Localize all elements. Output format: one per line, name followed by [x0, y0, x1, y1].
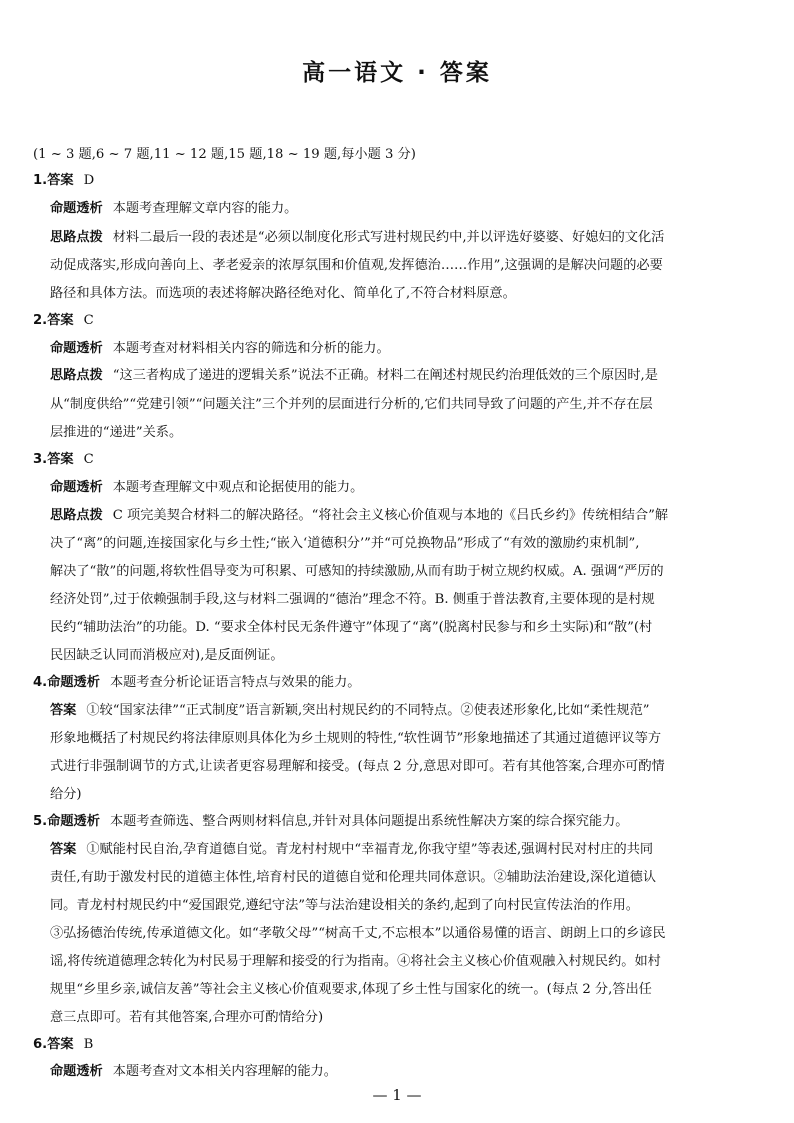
answer-text: ①较“国家法律”“正式制度”语言新颖,突出村规民约的不同特点。②使表述形象化,比如“柔性规范” — [86, 703, 650, 718]
q3-hint-line: 经济处罚”,过于依赖强制手段,这与材料二强调的“德治”理念不符。B. 侧重于普法教育,主要体现的是村规 — [50, 592, 655, 607]
answer-value: C — [83, 452, 94, 467]
score-note: (1 ~ 3 题,6 ~ 7 题,11 ~ 12 题,15 题,18 ~ 19 题,每小题 3 分) — [33, 147, 416, 162]
q4-answer-line: 给分) — [50, 787, 82, 802]
q6-answer-row — [33, 1036, 93, 1054]
q4-answer-line: 式进行非强制调节的方式,让读者更容易理解和接受。(每点 2 分,意思对即可。若有其他答案,合理亦可酌情 — [50, 759, 665, 774]
analysis-text: 本题考查理解文中观点和论据使用的能力。 — [112, 480, 364, 495]
question-number: 3. — [33, 452, 48, 467]
question-number: 6. — [33, 1037, 48, 1052]
hint-text: 材料二最后一段的表述是“必须以制度化形式写进村规民约中,并以评选好婆婆、好媳妇的文化活 — [112, 230, 665, 245]
analysis-text: 本题考查理解文章内容的能力。 — [112, 201, 298, 216]
q2-hint-line — [50, 367, 658, 385]
answer-label: 答案 — [47, 452, 74, 467]
answer-label: 答案 — [50, 842, 77, 857]
answer-label: 答案 — [47, 1037, 74, 1052]
q3-hint-line — [50, 507, 668, 525]
page-number: — 1 — — [372, 1086, 422, 1104]
hint-label: 思路点拨 — [50, 508, 103, 523]
q3-analysis-row — [50, 479, 363, 497]
analysis-text: 本题考查筛选、整合两则材料信息,并针对具体问题提出系统性解决方案的综合探究能力。 — [109, 814, 629, 829]
q5-answer-line: 意三点即可。若有其他答案,合理亦可酌情给分) — [50, 1010, 324, 1025]
q2-answer-row — [33, 312, 94, 330]
question-number: 4. — [33, 675, 48, 690]
q4-answer-line — [50, 702, 650, 720]
answer-label: 答案 — [47, 173, 74, 188]
q5-answer-line: ③弘扬德治传统,传承道德文化。如“孝敬父母”“树高千丈,不忘根本”以通俗易懂的语言、朗朗上口的乡谚民 — [50, 926, 666, 941]
q1-hint-line: 动促成落实,形成向善向上、孝老爱亲的浓厚氛围和价值观,发挥德治……作用”,这强调的是解决问题的必要 — [50, 258, 663, 273]
analysis-label: 命题透析 — [50, 341, 103, 356]
question-number: 2. — [33, 313, 48, 328]
q6-analysis-row — [50, 1063, 337, 1081]
q2-analysis-row — [50, 340, 390, 358]
q5-answer-line: 谣,将传统道德理念转化为村民易于理解和接受的行为指南。④将社会主义核心价值观融入村规民约。如村 — [50, 954, 661, 969]
q5-analysis-row — [33, 813, 628, 831]
q2-hint-line: 层推进的“递进”关系。 — [50, 425, 183, 440]
q5-answer-line — [50, 841, 653, 859]
analysis-label: 命题透析 — [47, 814, 100, 829]
q3-hint-line: 决了“离”的问题,连接国家化与乡土性;“嵌入‘道德积分’”并“可兑换物品”形成了“有效的激励约束机制”, — [50, 536, 640, 551]
analysis-label: 命题透析 — [47, 675, 100, 690]
analysis-label: 命题透析 — [50, 480, 103, 495]
q3-answer-row — [33, 451, 94, 469]
q4-analysis-row — [33, 674, 361, 692]
answer-label: 答案 — [47, 313, 74, 328]
q5-answer-line: 同。青龙村村规民约中“爱国跟党,遵纪守法”等与法治建设相关的条约,起到了向村民宣传法治的作用。 — [50, 898, 639, 913]
question-number: 1. — [33, 173, 48, 188]
page-title: 高一语文 · 答案 — [302, 60, 492, 86]
hint-label: 思路点拨 — [50, 230, 103, 245]
analysis-label: 命题透析 — [50, 201, 103, 216]
answer-text: ①赋能村民自治,孕育道德自觉。青龙村村规中“幸福青龙,你我守望”等表述,强调村民对村庄的共同 — [86, 842, 654, 857]
q4-answer-line: 形象地概括了村规民约将法律原则具体化为乡土规则的特性,“软性调节”形象地描述了其通过道德评议等方 — [50, 731, 662, 746]
q5-answer-line: 规里“乡里乡亲,诚信友善”等社会主义核心价值观要求,体现了乡土性与国家化的统一。(每点 2 分,答出任 — [50, 982, 652, 997]
q2-hint-line: 从“制度供给”“党建引领”“问题关注”三个并列的层面进行分析的,它们共同导致了问题的产生,并不存在层 — [50, 397, 653, 412]
q3-hint-line: 民因缺乏认同而消极应对),是反面例证。 — [50, 648, 284, 663]
hint-text: C 项完美契合材料二的解决路径。“将社会主义核心价值观与本地的《吕氏乡约》传统相结合”解 — [112, 508, 669, 523]
q1-hint-line — [50, 229, 664, 247]
analysis-text: 本题考查对文本相关内容理解的能力。 — [112, 1064, 337, 1079]
q1-hint-line: 路径和具体方法。而选项的表述将解决路径绝对化、简单化了,不符合材料原意。 — [50, 286, 516, 301]
analysis-label: 命题透析 — [50, 1064, 103, 1079]
analysis-text: 本题考查分析论证语言特点与效果的能力。 — [109, 675, 361, 690]
question-number: 5. — [33, 814, 48, 829]
q1-analysis-row — [50, 200, 297, 218]
answer-value: C — [83, 313, 94, 328]
q5-answer-line: 责任,有助于激发村民的道德主体性,培育村民的道德自觉和伦理共同体意识。②辅助法治建设,深化道德认 — [50, 870, 657, 885]
q1-answer-row — [33, 172, 94, 190]
q3-hint-line: 解决了“散”的问题,将软性倡导变为可积累、可感知的持续激励,从而有助于树立规约权威。A. 强调“严厉的 — [50, 564, 664, 579]
hint-text: “这三者构成了递进的逻辑关系”说法不正确。材料二在阐述村规民约治理低效的三个原因时,是 — [112, 368, 658, 383]
q3-hint-line: 民约“辅助法治”的功能。D. “要求全体村民无条件遵守”体现了“离”(脱离村民参与和乡土实际)和“散”(村 — [50, 620, 653, 635]
analysis-text: 本题考查对材料相关内容的筛选和分析的能力。 — [112, 341, 390, 356]
answer-label: 答案 — [50, 703, 77, 718]
answer-value: D — [83, 173, 95, 188]
hint-label: 思路点拨 — [50, 368, 103, 383]
answer-value: B — [83, 1037, 94, 1052]
